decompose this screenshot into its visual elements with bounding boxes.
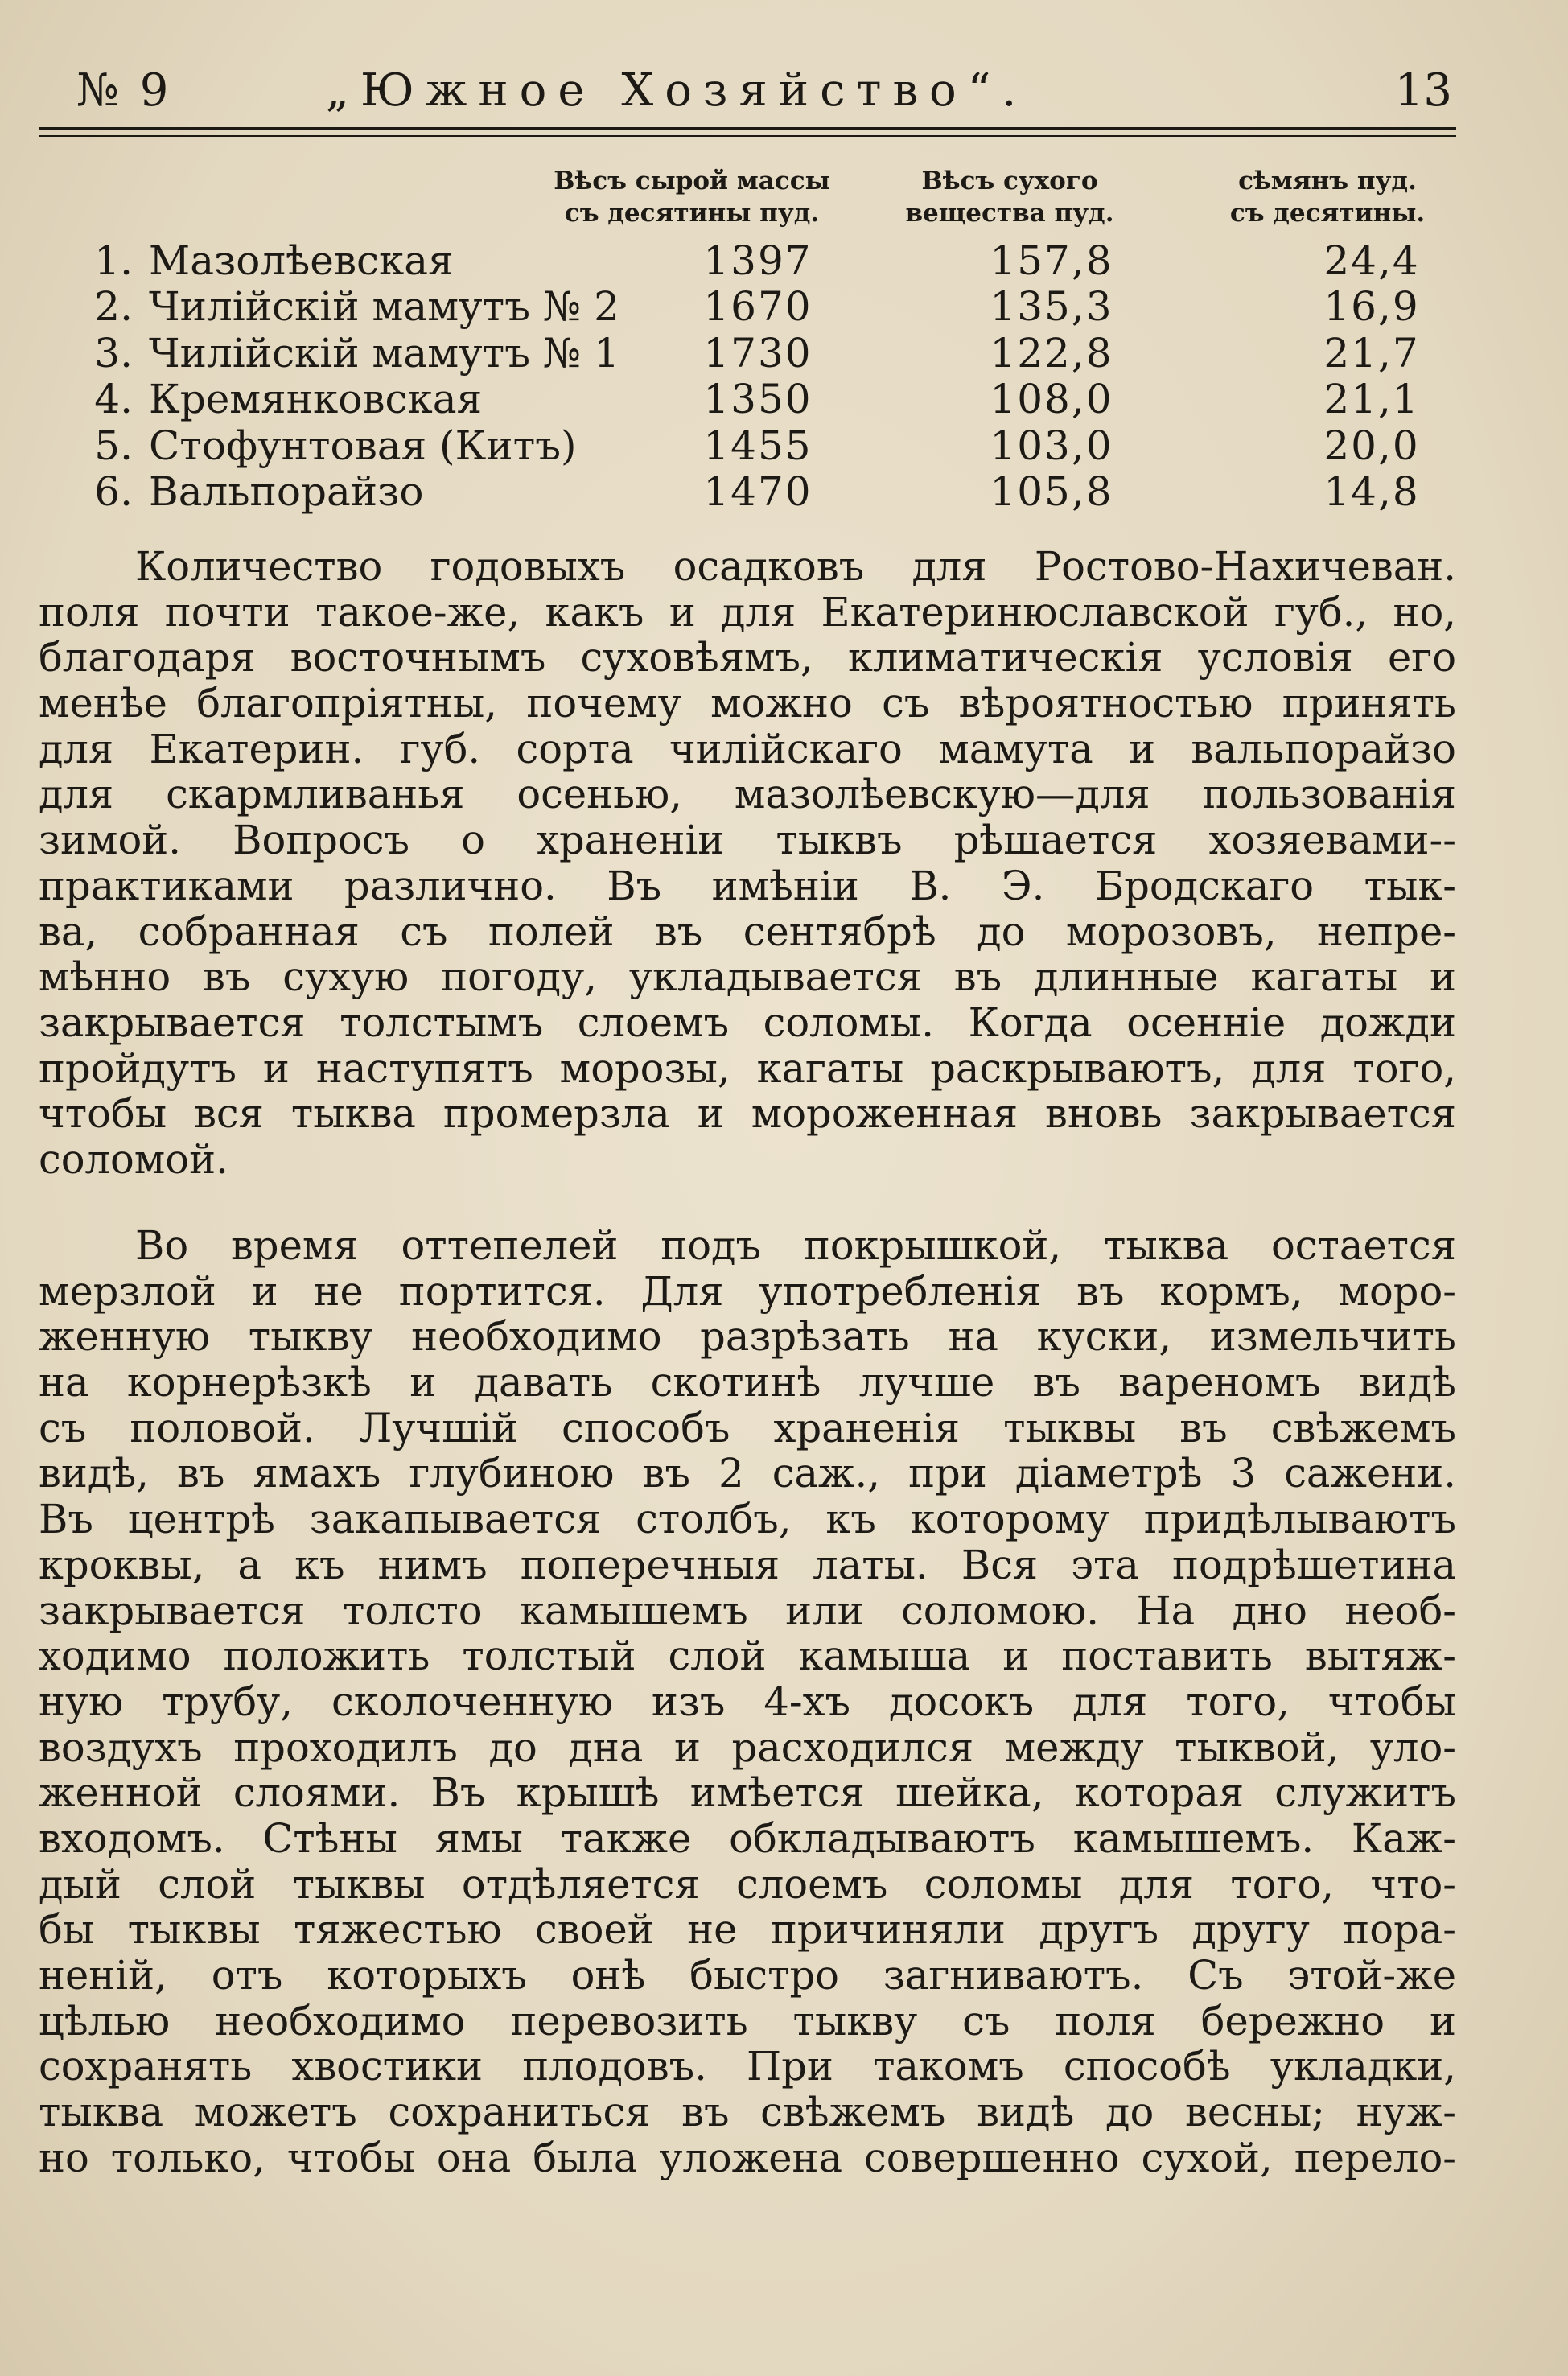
text-line: на корнерѣзкѣ и давать скотинѣ лучше въ вареномъ видѣ xyxy=(39,1359,1456,1406)
text-line: тыква можетъ сохраниться въ свѣжемъ видѣ до весны; нуж- xyxy=(39,2089,1456,2136)
row-number: 2. xyxy=(94,283,133,331)
variety-name: Чилійскій мамутъ № 2 xyxy=(149,283,619,331)
paragraph-storage-climate xyxy=(39,544,1456,1183)
raw-mass-value: 1455 xyxy=(703,422,813,469)
variety-name: Кремянковская xyxy=(149,376,483,423)
table-row xyxy=(84,284,1460,330)
text-line: зимой. Вопросъ о храненіи тыквъ рѣшается хозяевами-- xyxy=(39,817,1456,864)
table-row xyxy=(84,238,1460,284)
yield-table xyxy=(84,238,1460,515)
row-number: 4. xyxy=(94,376,133,423)
text-line: для Екатерин. губ. сорта чилійскаго мамута и вальпорайзо xyxy=(39,725,1456,772)
dry-matter-value: 157,8 xyxy=(990,237,1113,284)
variety-name: Вальпорайзо xyxy=(149,467,424,515)
column-header-dry-matter: Вѣсъ сухого вещества пуд. xyxy=(905,167,1114,228)
row-number: 5. xyxy=(94,422,133,469)
variety-name: Мазолѣевская xyxy=(149,237,454,284)
dry-matter-value: 122,8 xyxy=(990,329,1113,377)
row-number: 3. xyxy=(94,329,133,377)
table-row xyxy=(84,423,1460,469)
variety-name: Стофунтовая (Китъ) xyxy=(149,422,577,469)
text-line: цѣлью необходимо перевозить тыкву съ поля бережно и xyxy=(39,1997,1456,2045)
row-number: 6. xyxy=(94,467,133,515)
text-line: закрывается толсто камышемъ или соломою. На дно необ- xyxy=(39,1587,1456,1634)
table-row xyxy=(84,469,1460,515)
header-rule-thin xyxy=(39,135,1456,137)
text-line: ную трубу, сколоченную изъ 4-хъ досокъ для того, чтобы xyxy=(39,1678,1456,1725)
text-line: ходимо положить толстый слой камыша и поставить вытяж- xyxy=(39,1633,1456,1680)
raw-mass-value: 1397 xyxy=(703,237,813,284)
seed-value: 20,0 xyxy=(1323,422,1420,469)
text-line: неній, отъ которыхъ онѣ быстро загниваютъ. Съ этой-же xyxy=(39,1952,1456,1999)
text-line: чтобы вся тыква промерзла и мороженная вновь закрывается xyxy=(39,1090,1456,1138)
dry-matter-value: 103,0 xyxy=(990,422,1113,469)
variety-name: Чилійскій мамутъ № 1 xyxy=(149,329,619,377)
paragraph-storage-pits xyxy=(39,1223,1456,2180)
table-row xyxy=(84,331,1460,377)
dry-matter-value: 105,8 xyxy=(990,467,1113,515)
text-line: кроквы, а къ нимъ поперечныя латы. Вся эта подрѣшетина xyxy=(39,1541,1456,1588)
text-line: женную тыкву необходимо разрѣзать на куски, измельчить xyxy=(39,1313,1456,1361)
text-line: благодаря восточнымъ суховѣямъ, климатическія условія его xyxy=(39,634,1456,682)
text-line: поля почти такое-же, какъ и для Екатеринюславской губ., но, xyxy=(39,588,1456,636)
seed-value: 21,1 xyxy=(1323,376,1420,423)
dry-matter-value: 108,0 xyxy=(990,376,1113,423)
seed-value: 16,9 xyxy=(1323,283,1420,331)
column-header-raw-mass: Вѣсъ сырой массы съ десятины пуд. xyxy=(554,167,830,228)
row-number: 1. xyxy=(94,237,133,284)
issue-number: № 9 xyxy=(76,64,172,117)
raw-mass-value: 1670 xyxy=(703,283,813,331)
dry-matter-value: 135,3 xyxy=(990,283,1113,331)
running-header xyxy=(76,63,1452,119)
raw-mass-value: 1350 xyxy=(703,376,813,423)
text-line: мѣнно въ сухую погоду, укладывается въ длинные кагаты и xyxy=(39,953,1456,1001)
text-line: Въ центрѣ закапывается столбъ, къ которому придѣлываютъ xyxy=(39,1496,1456,1543)
text-line: Во время оттепелей подъ покрышкой, тыква остается xyxy=(135,1222,1456,1269)
text-line: съ половой. Лучшій способъ храненія тыквы въ свѣжемъ xyxy=(39,1404,1456,1452)
text-line: закрывается толстымъ слоемъ соломы. Когда осенніе дожди xyxy=(39,999,1456,1046)
seed-value: 21,7 xyxy=(1323,329,1420,377)
text-line: мерзлой и не портится. Для употребленія въ кормъ, моро- xyxy=(39,1267,1456,1315)
text-line: бы тыквы тяжестью своей не причиняли другъ другу пора- xyxy=(39,1906,1456,1954)
text-line: практиками различно. Въ имѣніи В. Э. Бродскаго тык- xyxy=(39,862,1456,909)
page-number: 13 xyxy=(1394,64,1452,117)
text-line: ва, собранная съ полей въ сентябрѣ до морозовъ, непре- xyxy=(39,908,1456,955)
text-line: сохранять хвостики плодовъ. При такомъ способѣ укладки, xyxy=(39,2043,1456,2090)
journal-title: „Южное Хозяйство“. xyxy=(326,64,1028,117)
column-header-seeds: сѣмянъ пуд. съ десятины. xyxy=(1229,167,1426,228)
text-line: но только, чтобы она была уложена совершенно сухой, перело- xyxy=(39,2134,1456,2181)
text-line: дый слой тыквы отдѣляется слоемъ соломы для того, что- xyxy=(39,1860,1456,1908)
raw-mass-value: 1470 xyxy=(703,467,813,515)
text-line: для скармливанья осенью, мазолѣевскую—для пользованія xyxy=(39,771,1456,818)
table-row xyxy=(84,377,1460,422)
header-rule xyxy=(39,127,1456,130)
text-line: соломой. xyxy=(39,1135,228,1183)
text-line: воздухъ проходилъ до дна и расходился между тыквой, уло- xyxy=(39,1723,1456,1771)
text-line: входомъ. Стѣны ямы также обкладываютъ камышемъ. Каж- xyxy=(39,1814,1456,1862)
text-line: пройдутъ и наступятъ морозы, кагаты раскрываютъ, для того, xyxy=(39,1044,1456,1092)
text-line: менѣе благопріятны, почему можно съ вѣроятностью принять xyxy=(39,680,1456,727)
seed-value: 24,4 xyxy=(1323,237,1420,284)
text-line: Количество годовыхъ осадковъ для Ростово-Нахичеван. xyxy=(135,543,1456,590)
text-line: женной слоями. Въ крышѣ имѣется шейка, которая служитъ xyxy=(39,1769,1456,1817)
raw-mass-value: 1730 xyxy=(703,329,813,377)
text-line: видѣ, въ ямахъ глубиною въ 2 саж., при діаметрѣ 3 сажени. xyxy=(39,1450,1456,1497)
seed-value: 14,8 xyxy=(1323,467,1420,515)
